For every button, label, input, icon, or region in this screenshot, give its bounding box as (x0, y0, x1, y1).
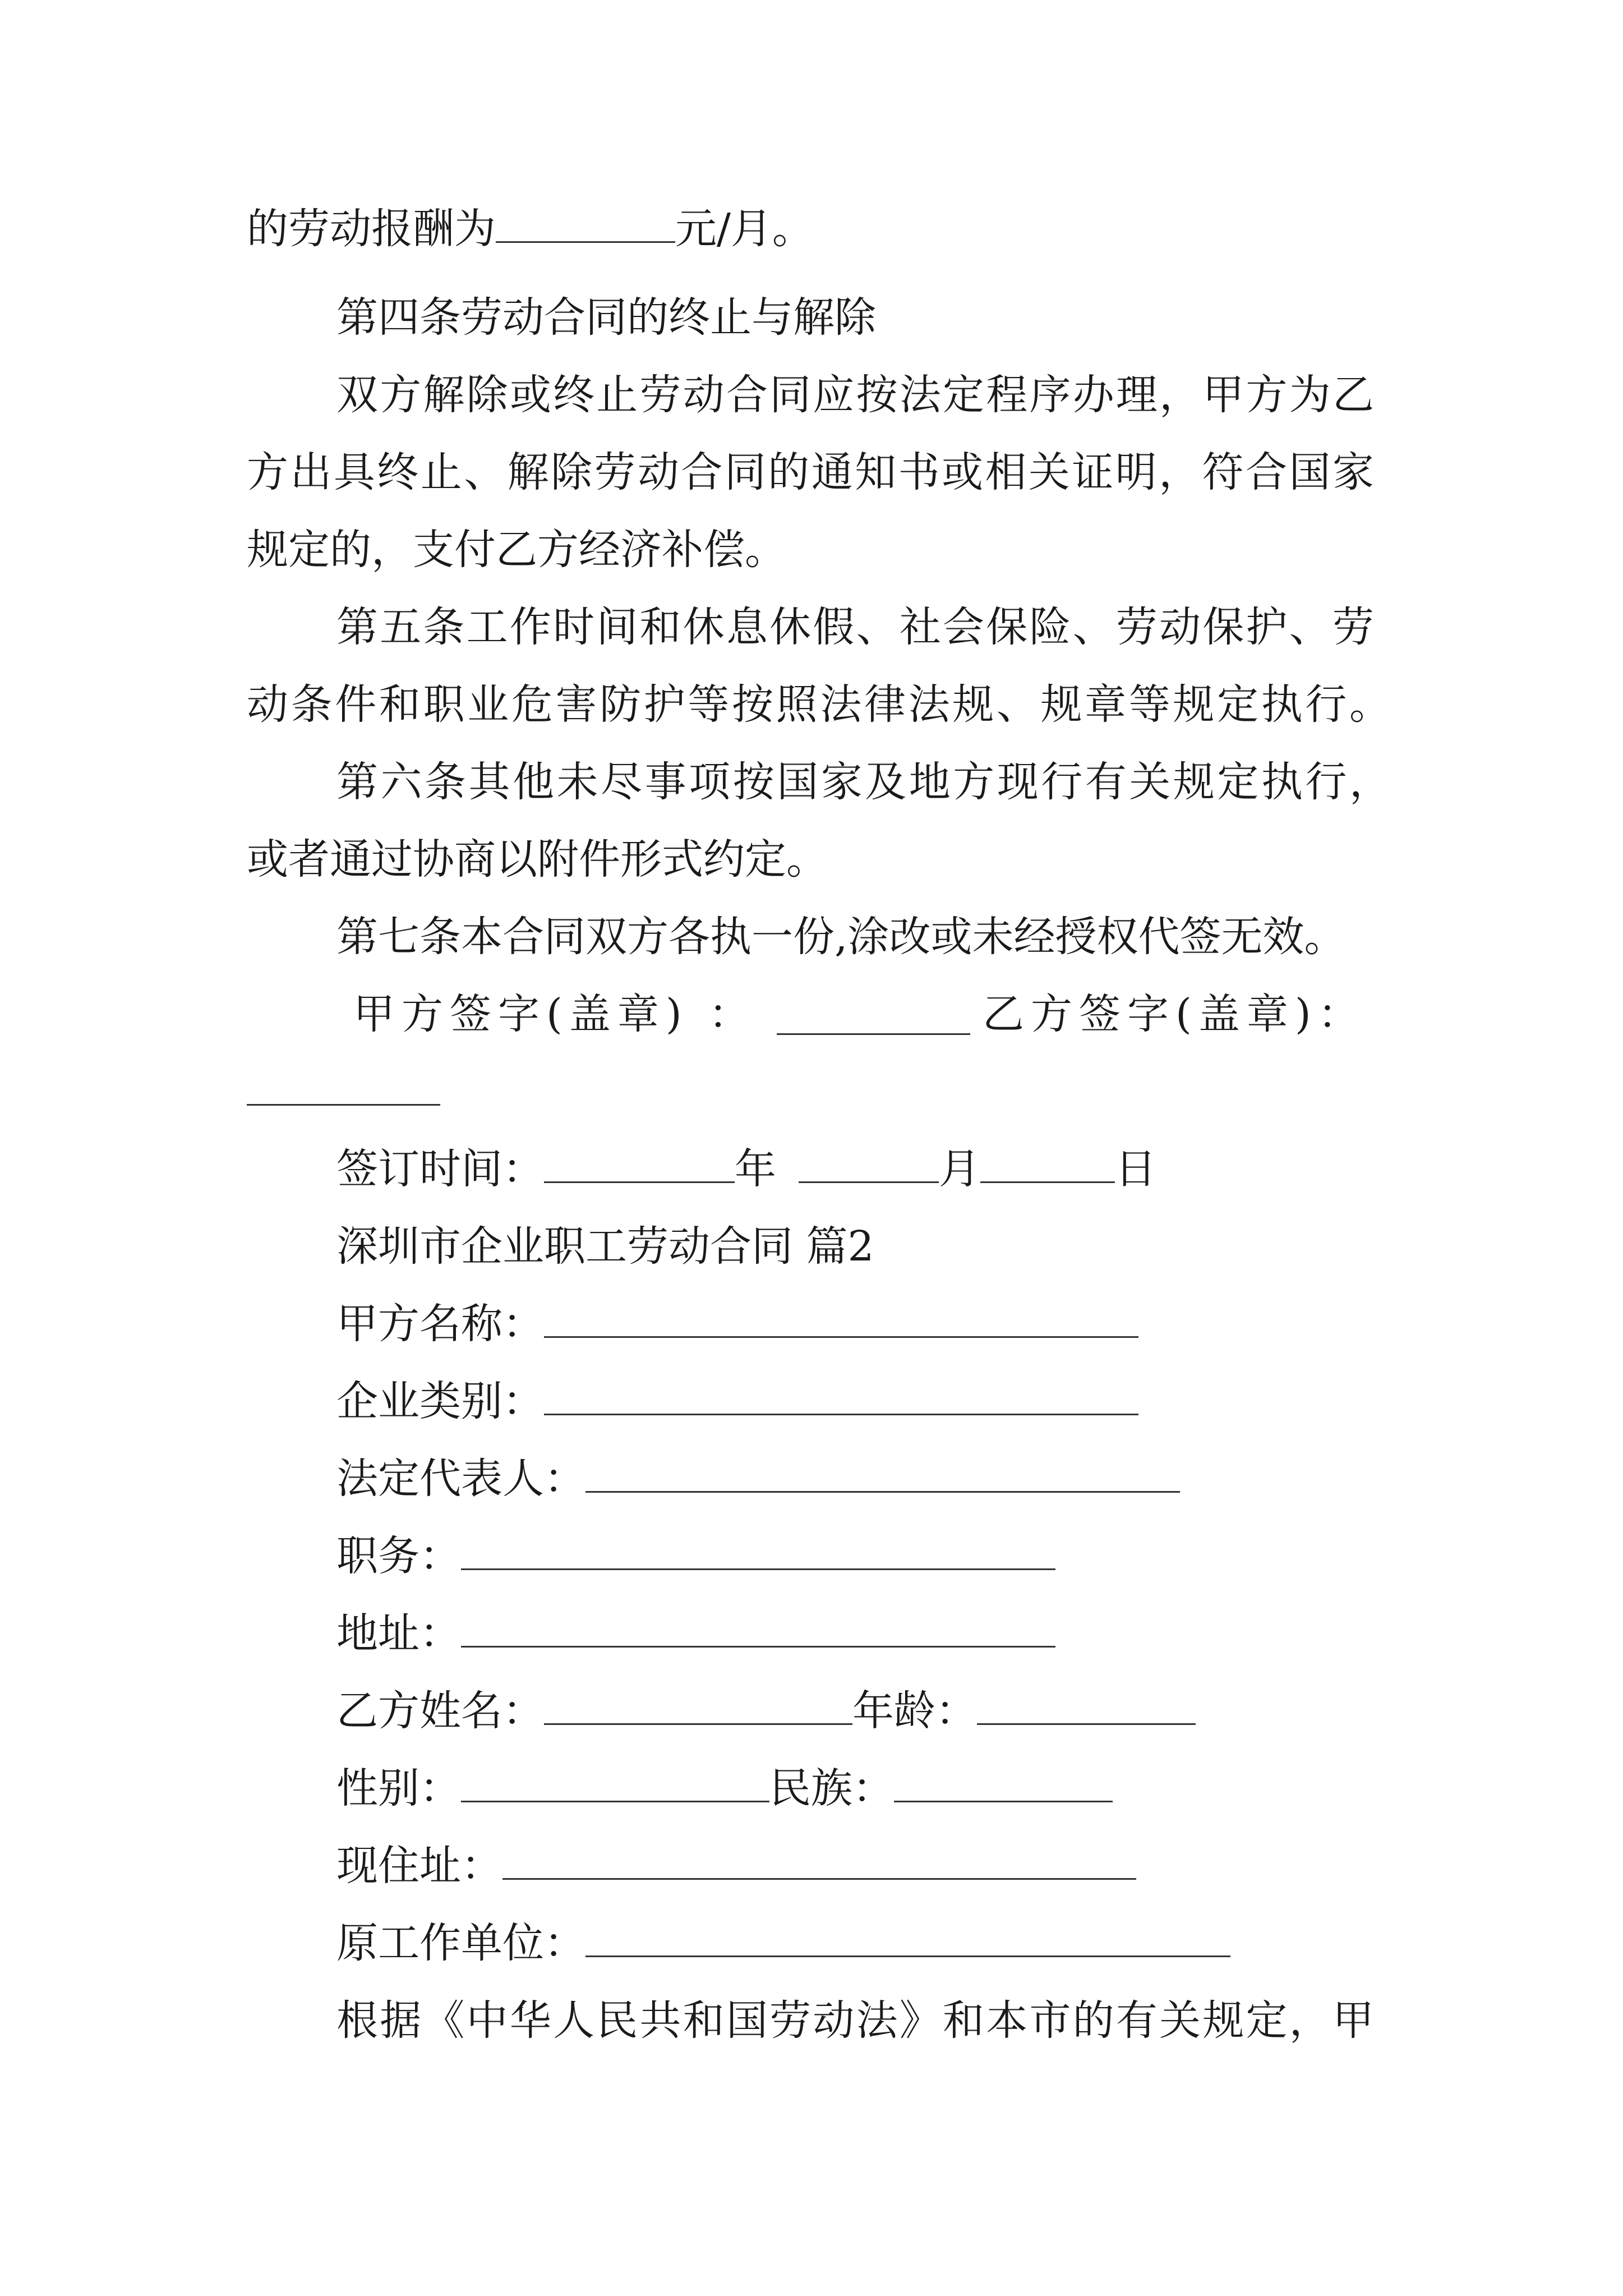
address-blank (461, 1607, 1055, 1648)
field-current-address (336, 1839, 1136, 1893)
gender-blank (461, 1761, 769, 1802)
field-legal-representative (336, 1452, 1180, 1506)
day-blank (980, 1142, 1115, 1183)
section-2-title: 深圳市企业职工劳动合同 篇2 (336, 1222, 874, 1271)
ethnicity-label: 民族： (769, 1764, 894, 1812)
age-blank (977, 1684, 1196, 1725)
article-4-line-2: 方出具终止、解除劳动合同的通知书或相关证明，符合国家 (247, 448, 1374, 496)
field-previous-employer (336, 1916, 1230, 1970)
ethnicity-blank (894, 1761, 1113, 1802)
salary-blank (496, 202, 675, 243)
field-address (336, 1607, 1055, 1660)
party-b-name-blank (544, 1684, 852, 1725)
day-label: 日 (1115, 1145, 1156, 1193)
signing-date-label: 签订时间： (336, 1145, 544, 1193)
field-gender-ethnicity (336, 1761, 1113, 1815)
address-label: 地址： (336, 1609, 461, 1658)
previous-employer-label: 原工作单位： (336, 1919, 585, 1967)
signing-date-line (336, 1142, 1156, 1196)
previous-employer-blank (585, 1916, 1230, 1957)
age-label: 年龄： (852, 1687, 977, 1735)
signature-party-b-label: 乙方签字(盖章)： (983, 990, 1366, 1038)
closing-line: 根据《中华人民共和国劳动法》和本市的有关规定，甲 (336, 1996, 1374, 2045)
year-label: 年 (735, 1145, 776, 1193)
salary-unit: 元/月。 (675, 205, 814, 253)
month-blank (799, 1142, 939, 1183)
article-7: 第七条本合同双方各执一份,涂改或未经授权代签无效。 (336, 913, 1346, 961)
field-party-b-name-age (336, 1684, 1196, 1738)
salary-line (247, 202, 814, 256)
article-5-line-1: 第五条工作时间和休息休假、社会保险、劳动保护、劳 (336, 603, 1374, 651)
article-6-line-2: 或者通过协商以附件形式约定。 (247, 835, 828, 884)
month-label: 月 (939, 1145, 980, 1193)
party-b-name-label: 乙方姓名： (336, 1687, 544, 1735)
article-4-line-1: 双方解除或终止劳动合同应按法定程序办理，甲方为乙 (336, 371, 1374, 419)
field-party-a-name (336, 1297, 1138, 1351)
legal-representative-label: 法定代表人： (336, 1455, 585, 1503)
signature-party-a-blank (777, 1033, 970, 1035)
enterprise-category-label: 企业类别： (336, 1377, 544, 1425)
position-label: 职务： (336, 1532, 461, 1580)
field-position (336, 1529, 1055, 1583)
field-enterprise-category (336, 1374, 1138, 1428)
salary-label: 的劳动报酬为 (247, 205, 496, 253)
signature-party-b-blank (247, 1104, 440, 1106)
signature-party-a-label: 甲方签字(盖章) ： (353, 990, 757, 1038)
legal-representative-blank (585, 1452, 1180, 1493)
current-address-label: 现住址： (336, 1842, 502, 1890)
article-5-line-2: 动条件和职业危害防护等按照法律法规、规章等规定执行。 (247, 680, 1391, 729)
article-4-title: 第四条劳动合同的终止与解除 (336, 293, 876, 342)
enterprise-category-blank (544, 1374, 1138, 1415)
article-4-line-3: 规定的，支付乙方经济补偿。 (247, 526, 786, 574)
party-a-name-label: 甲方名称： (336, 1300, 544, 1348)
current-address-blank (502, 1839, 1136, 1880)
gender-label: 性别： (336, 1764, 461, 1812)
year-blank (544, 1142, 735, 1183)
article-6-line-1: 第六条其他未尽事项按国家及地方现行有关规定执行， (336, 758, 1391, 806)
party-a-name-blank (544, 1297, 1138, 1338)
position-blank (461, 1529, 1055, 1570)
